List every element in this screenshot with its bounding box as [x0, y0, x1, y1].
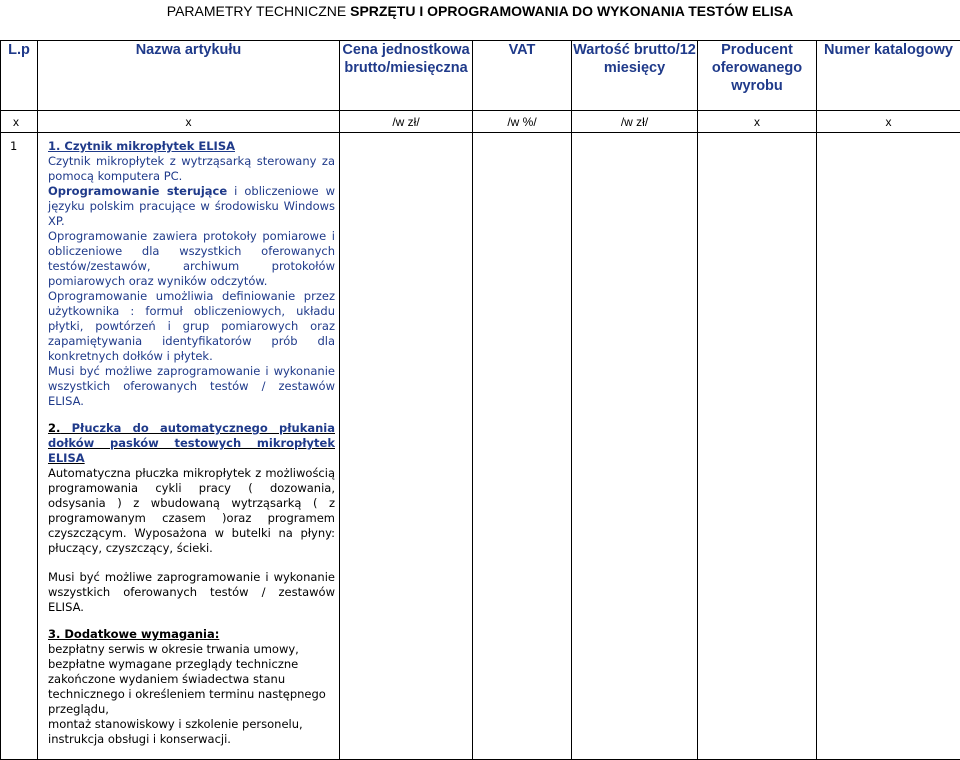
item-3-line: bezpłatne wymagane przeglądy techniczne [48, 657, 335, 672]
item-1-text-3: Oprogramowanie zawiera protokoły pomiarowe i obliczeniowe dla wszystkich oferowanych testów/zestawów, archiwum protokołów pomiarowych oraz wyników odczytów. [48, 229, 335, 289]
header-row [1, 41, 960, 111]
item-2-text-1: Automatyczna płuczka mikropłytek z możliwością programowania cykli pracy ( dozowania, odsysania ) z wbudowaną wytrząsarką ( z programowanym czasem )oraz programem czyszczącym. Wyposażona w butelki na płyny: płuczący, czyszczący, ścieki. [48, 466, 335, 556]
equipment-table [0, 40, 960, 760]
unit-cell: /w %/ [473, 111, 572, 133]
item-1-software-label: Oprogramowanie sterujące [48, 184, 227, 198]
row-number: 1 [1, 133, 38, 760]
unit-cell: x [38, 111, 340, 133]
item-1-text-1: Czytnik mikropłytek z wytrząsarką sterowany za pomocą komputera PC. [48, 154, 335, 184]
unit-cell: x [817, 111, 960, 133]
col-header-unit-price: Cena jednostkowa brutto/miesięczna [340, 41, 473, 111]
item-1-software-text: i obliczeniowe w języku polskim pracujące w środowisku Windows XP. [48, 184, 335, 228]
item-3-heading: 3. Dodatkowe wymagania: [48, 627, 335, 642]
item-3-line: montaż stanowiskowy i szkolenie personelu, [48, 717, 335, 732]
gross-value-cell[interactable] [572, 133, 698, 760]
item-description [38, 133, 340, 760]
table-row [1, 133, 960, 760]
item-3-block [48, 627, 335, 747]
item-3-line: przeglądu, [48, 702, 335, 717]
title-part-2: SPRZĘTU I OPROGRAMOWANIA DO WYKONANIA TESTÓW ELISA [350, 3, 793, 19]
item-3-line: zakończone wydaniem świadectwa stanu [48, 672, 335, 687]
unit-cell: /w zł/ [340, 111, 473, 133]
units-row [1, 111, 960, 133]
item-3-line: instrukcja obsługi i konserwacji. [48, 732, 335, 747]
item-3-line: bezpłatny serwis w okresie trwania umowy, [48, 642, 335, 657]
col-header-lp: L.p [1, 41, 38, 111]
title-part-1: PARAMETRY TECHNICZNE [167, 3, 350, 19]
col-header-item-name: Nazwa artykułu [38, 41, 340, 111]
col-header-producer: Producent oferowanego wyrobu [698, 41, 817, 111]
col-header-vat: VAT [473, 41, 572, 111]
unit-cell: x [698, 111, 817, 133]
col-header-gross-value: Wartość brutto/12 miesięcy [572, 41, 698, 111]
item-2-number: 2. [48, 421, 60, 435]
item-2-block [48, 421, 335, 615]
item-2-heading [48, 421, 335, 466]
item-1-text-4: Oprogramowanie umożliwia definiowanie przez użytkownika : formuł obliczeniowych, układu płytki, powtórzeń i grup pomiarowych oraz zapamiętywania identyfikatorów prób dla konkretnych dołków i płytek. [48, 289, 335, 364]
unit-cell: x [1, 111, 38, 133]
item-2-title: Płuczka do automatycznego płukania dołków pasków testowych mikropłytek ELISA [48, 421, 335, 465]
item-1-text-5: Musi być możliwe zaprogramowanie i wykonanie wszystkich oferowanych testów / zestawów ELISA. [48, 364, 335, 409]
catalog-number-cell[interactable] [817, 133, 960, 760]
item-1-block [48, 139, 335, 409]
producer-cell[interactable] [698, 133, 817, 760]
price-cell[interactable] [340, 133, 473, 760]
item-1-text-2 [48, 184, 335, 229]
item-3-line: technicznego i określeniem terminu następnego [48, 687, 335, 702]
vat-cell[interactable] [473, 133, 572, 760]
item-2-text-2: Musi być możliwe zaprogramowanie i wykonanie wszystkich oferowanych testów / zestawów ELISA. [48, 570, 335, 615]
item-1-heading: 1. Czytnik mikropłytek ELISA [48, 139, 335, 154]
page-title [0, 3, 960, 19]
unit-cell: /w zł/ [572, 111, 698, 133]
col-header-catalog-number: Numer katalogowy [817, 41, 960, 111]
